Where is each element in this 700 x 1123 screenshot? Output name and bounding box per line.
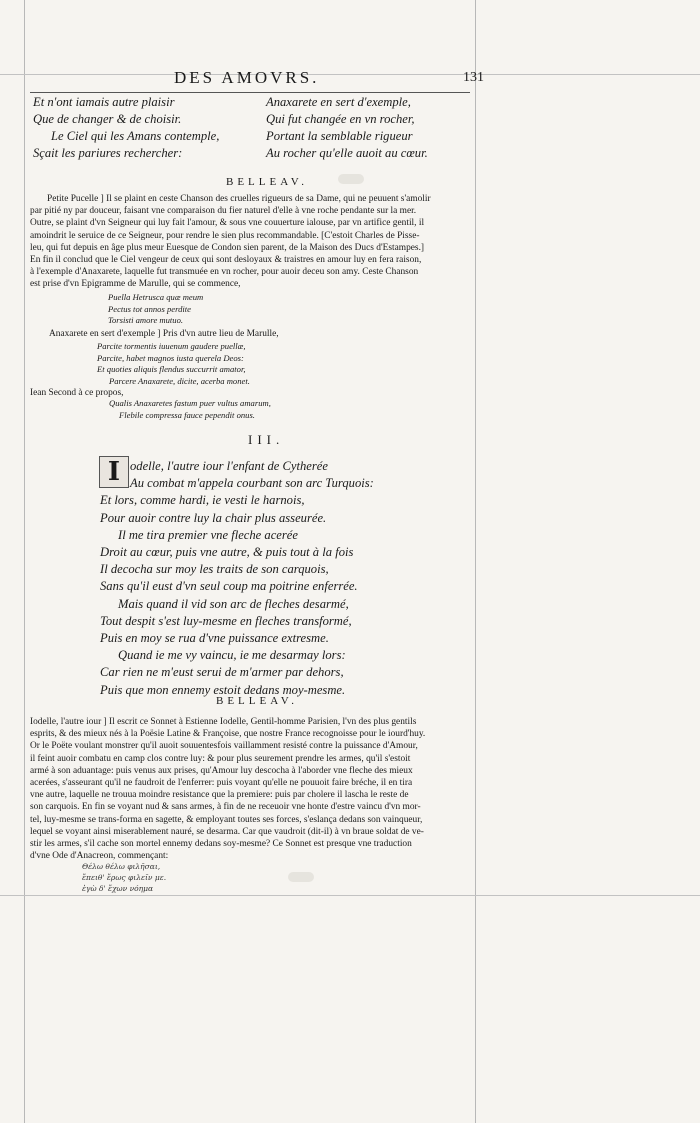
commentary-line: acerées, s'asseurant qu'il ne faudroit de l'enferrer: puis voyant qu'elle ne pouuoit faire bréche, il en tira: [30, 778, 413, 789]
ink-smudge: [338, 174, 364, 184]
commentary-block: [30, 193, 472, 291]
stanza-left: [33, 94, 219, 162]
greek-quote: [82, 861, 166, 894]
commentary-heading: BELLEAV.: [226, 176, 309, 188]
verse-line: Au combat m'appela courbant son arc Turquois:: [130, 476, 374, 491]
latin-quote: [109, 398, 271, 421]
latin-line: Qualis Anaxaretes fastum puer vultus amarum,: [109, 398, 271, 408]
latin-line: Parcere Anaxarete, dicite, acerba monet.: [109, 375, 250, 386]
commentary-line: par pitié ny par douceur, faisant vne comparaison du fier naturel d'elle à vne roche pendante sur la mer.: [30, 206, 417, 217]
commentary-line: à l'exemple d'Anaxarete, laquelle fut transmuée en vn rocher, pour auoir deceu son amy. Ceste Chanson: [30, 267, 419, 278]
commentary-line: il feint auoir combatu en camp clos contre luy: & pour plus seurement prendre les armes, qu'il s'estoit: [30, 753, 411, 764]
commentary-line: vne autre, laquelle ne trouua moindre resistance que la premiere: puis par cholere il lascha le reste de: [30, 790, 409, 801]
verse-line: Sans qu'il eust d'vn seul coup ma poitrine enferrée.: [100, 579, 358, 594]
latin-line: Flebile compressa fauce pependit onus.: [119, 409, 255, 420]
latin-line: Torsisti amore mutuo.: [108, 315, 184, 325]
greek-line: ἐγὼ δ' ἔχων νόημα: [82, 884, 154, 893]
verse-line: Il decocha sur moy les traits de son carquois,: [100, 562, 329, 577]
verse-line: Puis que mon ennemy estoit dedans moy-mesme.: [100, 682, 346, 697]
sonnet: [100, 458, 374, 699]
commentary-line: Petite Pucelle ] Il se plaint en ceste Chanson des cruelles rigueurs de sa Dame, qui ne peuuent s'amolir: [47, 194, 431, 204]
greek-line: Θέλω θέλω φιλῆσαι,: [82, 862, 161, 871]
commentary-line: est prise d'vn Epigramme de Marulle, qui se commence,: [30, 279, 241, 290]
commentary-line: d'vne Ode d'Anacreon, commençant:: [30, 851, 169, 862]
commentary-line: armé à son aduantage: puis venus aux prises, qu'Amour luy descocha à l'aborder vne fleche des mieux: [30, 765, 413, 776]
verse-line: Que de changer & de choisir.: [33, 112, 182, 126]
commentary-line: Iodelle, l'autre iour ] Il escrit ce Sonnet à Estienne Iodelle, Gentil-homme Parisien, l'vn des plus gentils: [30, 717, 417, 727]
greek-line: ἔπειθ' ἔρως φιλεῖν με.: [82, 873, 167, 882]
verse-line: Quand ie me vy vaincu, ie me desarmay lors:: [118, 648, 346, 663]
running-head: DES AMOVRS.: [174, 68, 320, 87]
commentary-line: Or le Poëte voulant monstrer qu'il auoit souuentesfois vaillamment resisté contre la puissance d'Amour,: [30, 741, 418, 752]
commentary-line: tel, luy-mesme se trans-forma en sagette, & employant toutes ses forces, s'eslança dedans son vainqueur,: [30, 814, 423, 825]
commentary-line: Anaxarete en sert d'exemple ] Pris d'vn autre lieu de Marulle,: [49, 329, 279, 339]
ink-smudge: [288, 872, 314, 882]
commentary-heading: BELLEAV.: [216, 695, 299, 707]
page-number: 131: [463, 70, 484, 85]
commentary-line: leu, qui fut depuis en âge plus meur Euesque de Condon sien parent, de la Maison des Ducs d'Estampes.]: [30, 242, 425, 253]
verse-line: Sçait les pariures rechercher:: [33, 146, 183, 160]
verse-line: Mais quand il vid son arc de fleches desarmé,: [118, 596, 349, 611]
commentary-block: [30, 716, 472, 862]
verse-line: Car rien ne m'eust serui de m'armer par dehors,: [100, 665, 344, 680]
scan-rule-bottom: [0, 895, 700, 896]
latin-line: Et quoties aliquis flendus succurrit amator,: [97, 364, 246, 374]
commentary-line: En fin il conclud que le Ciel vengeur de ceux qui sont desloyaux & traistres en amour luy en fera raison,: [30, 255, 422, 266]
drop-capital: I: [99, 456, 129, 488]
commentary-line: stir les armes, s'il cache son mortel ennemy dedans soy-mesme? Ce Sonnet est presque vne traduction: [30, 839, 412, 850]
verse-line: Le Ciel qui les Amans contemple,: [51, 129, 220, 143]
verse-line: odelle, l'autre iour l'enfant de Cytherée: [130, 459, 328, 473]
sonnet-number: III.: [248, 432, 285, 447]
commentary-line: amoindrit le seruice de ce Seigneur, pour rendre le sien plus recommandable. [C'estoit Charles de Pisse-: [30, 230, 420, 241]
latin-quote: [97, 341, 250, 387]
commentary-block: [49, 328, 469, 340]
verse-line: Qui fut changée en vn rocher,: [266, 112, 415, 126]
verse-line: Tout despit s'est luy-mesme en fleches transformé,: [100, 613, 352, 628]
commentary-line: lequel se voyant ainsi miserablement nauré, se desarma. Car que vaudroit (dit-il) à vn braue soldat de ve-: [30, 826, 424, 837]
header-rule: [30, 92, 470, 93]
commentary-line: Outre, se plaint d'vn Seigneur qui luy fait l'amour, & sous vne couuerture ialouse, par vn artifice gentil, il: [30, 218, 425, 229]
commentary-line: son carquois. En fin se voyant nud & sans armes, à fin de ne receuoir vne honte d'estre vaincu d'vn mor-: [30, 802, 421, 813]
commentary-line: esprits, & des mieux nés à la Poësie Latine & Françoise, que nostre France recognoisse pour le iourd'huy.: [30, 729, 426, 740]
scan-rule-top: [0, 74, 700, 75]
latin-line: Pectus tot annos perdite: [108, 303, 191, 314]
latin-quote: [108, 292, 203, 327]
verse-line: Pour auoir contre luy la chair plus asseurée.: [100, 510, 327, 525]
verse-line: Et n'ont iamais autre plaisir: [33, 95, 175, 109]
page-edge-left: [24, 0, 25, 1123]
latin-line: Parcite, habet magnos iusta querela Deos:: [97, 352, 244, 363]
stanza-right: [266, 94, 428, 162]
verse-line: Au rocher qu'elle auoit au cœur.: [266, 146, 428, 160]
verse-line: Et lors, comme hardi, ie vesti le harnois,: [100, 493, 305, 508]
verse-line: Anaxarete en sert d'exemple,: [266, 95, 411, 109]
verse-line: Droit au cœur, puis vne autre, & puis tout à la fois: [100, 545, 354, 560]
commentary-line: Iean Second à ce propos,: [30, 388, 124, 398]
verse-line: Portant la semblable rigueur: [266, 129, 413, 143]
page-edge-right: [475, 0, 476, 1123]
verse-line: Il me tira premier vne fleche acerée: [118, 527, 298, 542]
latin-line: Puella Hetrusca quæ meum: [108, 292, 204, 302]
latin-line: Parcite tormentis iuuenum gaudere puellæ,: [97, 341, 246, 351]
verse-line: Puis en moy se rua d'vne puissance extresme.: [100, 631, 329, 646]
